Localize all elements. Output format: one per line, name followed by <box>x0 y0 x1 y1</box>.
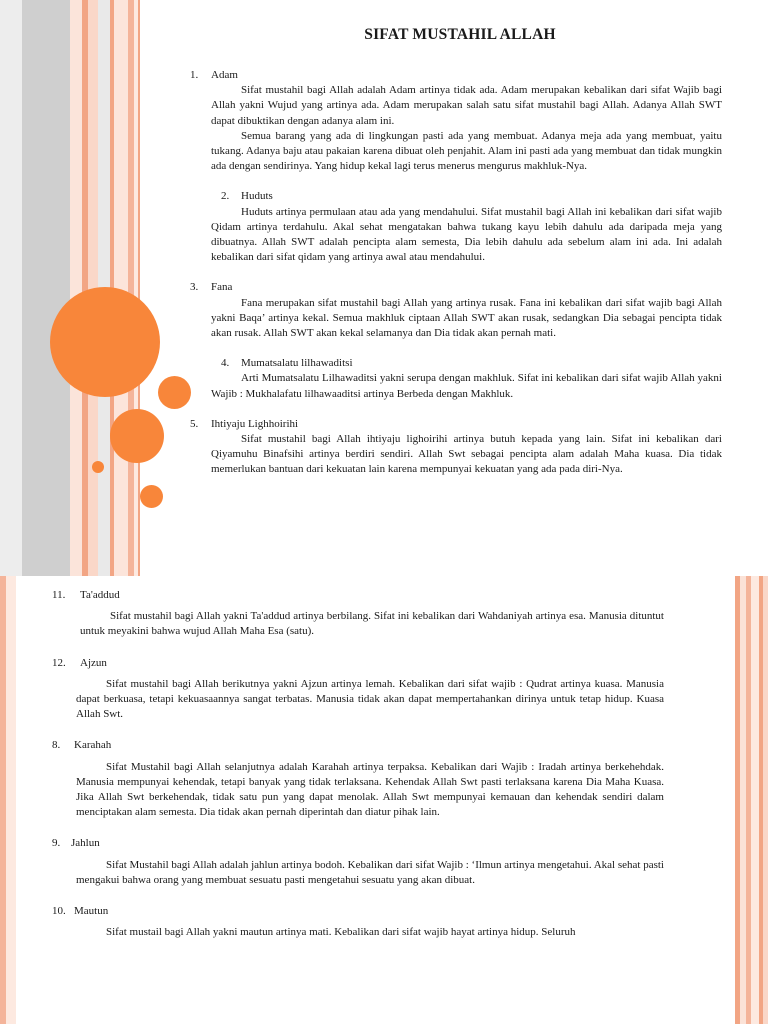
list-number: 10. <box>52 905 66 918</box>
list-item <box>52 836 664 888</box>
section-heading: Karahah <box>74 739 112 752</box>
section-heading: Adam <box>211 69 238 81</box>
paragraph: Arti Mumatsalatu Lilhawaditsi yakni serupa dengan makhluk. Sifat ini kebalikan dari sifat wajib Allah yakni Wajib : Mukhalafatu lilhawaaditsi artinya Berbeda dengan Makhluk. <box>211 372 722 400</box>
decor-circle-small <box>158 376 191 409</box>
section-heading: Ihtiyaju Lighhoirihi <box>211 417 299 430</box>
list-number: 2. <box>221 190 230 203</box>
decor-circle-tiny <box>92 461 104 473</box>
list-item <box>190 189 722 265</box>
paragraph: Sifat mustahil bagi Allah yakni Ta'addud artinya berbilang. Sifat ini kebalikan dari Wahdaniyah artinya esa. Manusia dituntut untuk meyakini bahwa wujud Allah Maha Esa (satu). <box>80 610 664 638</box>
list-item <box>190 68 722 174</box>
section-heading: Ta'addud <box>80 589 120 601</box>
list-number: 1. <box>190 69 199 81</box>
list-number: 8. <box>52 739 61 752</box>
decor-circle-large <box>50 287 160 397</box>
paragraph: Fana merupakan sifat mustahil bagi Allah yang artinya rusak. Fana ini kebalikan dari sifat wajib bagi Allah yakni Baqa’ artinya kekal. Semua makhluk ciptaan Allah SWT akan rusak, sedangkan Dia sebagai pencipta tidak akan rusak. Allah SWT akan kekal selamanya dan Dia tidak akan pernah mati. <box>211 296 722 340</box>
stripe <box>0 0 22 576</box>
list-item <box>190 280 722 341</box>
section-heading: Mumatsalatu lilhawaditsi <box>241 357 353 370</box>
page-title: SIFAT MUSTAHIL ALLAH <box>364 26 556 43</box>
slide-2-content <box>52 588 664 940</box>
decor-circle-small <box>140 485 163 508</box>
section-heading: Fana <box>211 281 233 294</box>
list-number: 11. <box>52 589 66 601</box>
decor-circle-medium <box>110 409 164 463</box>
paragraph: Huduts artinya permulaan atau ada yang mendahului. Sifat mustahil bagi Allah ini kebalikan dari sifat wajib Qidam artinya terdahulu. Akal sehat mengatakan bahwa tukang kayu lebih dahulu ada daripada meja yang dibuatnya. Allah SWT adalah pencipta alam semesta, Dia lebih dahulu ada sebelum alam ini ada. Ini adalah kebalikan dari sifat qidam yang artinya awal atau mendahului. <box>211 205 722 264</box>
list-item <box>190 356 722 402</box>
list-number: 3. <box>190 281 199 294</box>
stripe <box>751 576 759 1024</box>
stripe <box>70 0 82 576</box>
slide-1-content <box>190 68 722 478</box>
list-number: 5. <box>190 417 199 430</box>
paragraph: Sifat mustahil bagi Allah berikutnya yakni Ajzun artinya lemah. Kebalikan dari sifat wajib : Qudrat artinya kuasa. Manusia dapat berkuasa, tetapi kekuasaannya sangat terbatas. Manusia tidak akan dapat mempertahankan dirinya untuk tetap hidup. Kuasa Allah Swt. <box>76 677 664 721</box>
paragraph: Sifat Mustahil bagi Allah selanjutnya adalah Karahah artinya terpaksa. Kebalikan dari Wajib : Iradah artinya berkehehdak. Manusia mempunyai kehendak, tetapi banyak yang tidak terlaksana. Kehendak Allah Swt pasti terlaksana karena Dia Maha Kuasa. Jika Allah Swt berkehendak, tidak satu pun yang dapat menolak. Allah Swt mempunyai kemauan dan kehendak sendiri dalam menciptakan alam semesta. Dia tidak akan pernah diperintah dan diatur pihak lain. <box>76 760 664 819</box>
paragraph: Semua barang yang ada di lingkungan pasti ada yang membuat. Adanya meja ada yang membuat, yaitu tukang. Adanya baju atau pakaian karena dibuat oleh penjahit. Alam ini pasti ada yang membuat dan tidak mungkin ada dengan sendirinya. Yang hidup kekal lagi terus menerus mengurus makhluk-Nya. <box>211 129 722 173</box>
paragraph: Sifat mustahil bagi Allah adalah Adam artinya tidak ada. Adam merupakan kebalikan dari sifat Wajib bagi Allah yakni Wujud yang artinya ada. Adam merupakan salah satu sifat mustahil bagi Allah. Adanya Allah SWT dapat dibuktikan dengan adanya alam ini. <box>211 84 722 127</box>
paragraph: Sifat mustahil bagi Allah ihtiyaju lighoirihi artinya butuh kepada yang lain. Sifat ini kebalikan dari Qiyamuhu Binafsihi artinya berdiri sendiri. Allah Swt sebagai pencipta alam adalah Maha kuasa. Dia tidak memerlukan bantuan dari kekuatan lain karena mempunyai kekuatan yang ada pada diri-Nya. <box>211 433 722 476</box>
paragraph: Sifat Mustahil bagi Allah adalah jahlun artinya bodoh. Kebalikan dari sifat Wajib : ‘Ilmun artinya mengetahui. Akal sehat pasti mengakui bahwa orang yang membuat sesuatu pasti mengetahui sesuatu yang akan dibuat. <box>76 858 664 886</box>
section-heading: Huduts <box>241 190 273 203</box>
section-heading: Mautun <box>74 905 109 918</box>
list-number: 9. <box>52 837 61 850</box>
paragraph: Sifat mustail bagi Allah yakni mautun artinya mati. Kebalikan dari sifat wajib hayat artinya hidup. Seluruh <box>106 926 576 939</box>
stripe <box>6 576 16 1024</box>
list-item <box>190 417 722 478</box>
list-item <box>52 738 664 820</box>
slide-2 <box>0 576 768 1024</box>
list-number: 4. <box>221 357 230 370</box>
list-number: 12. <box>52 656 66 669</box>
section-heading: Ajzun <box>80 656 107 669</box>
list-item <box>52 656 664 723</box>
stripe <box>22 0 70 576</box>
list-item <box>52 904 664 940</box>
stripe <box>138 0 140 576</box>
list-item <box>52 588 664 640</box>
stripe <box>763 576 768 1024</box>
section-heading: Jahlun <box>71 837 100 850</box>
